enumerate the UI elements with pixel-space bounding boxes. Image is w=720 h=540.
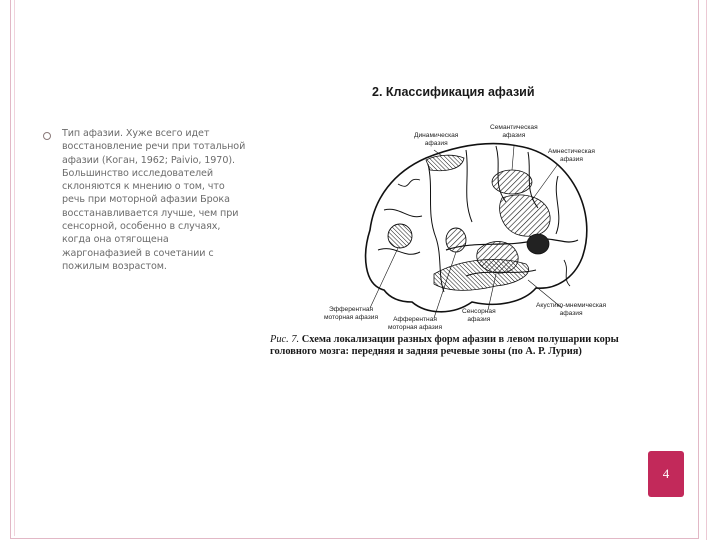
label-efferent-motor-aphasia: Эфферентная моторная афазия — [324, 306, 379, 321]
label-amnestic-aphasia: Амнестическая афазия — [548, 148, 595, 163]
page-number: 4 — [662, 466, 670, 481]
figure-caption — [270, 334, 642, 358]
figure-title: 2. Классификация афазий — [372, 85, 535, 99]
caption-text: Схема локализации разных форм афазии в левом полушарии коры головного мозга: передняя и задняя речевые зоны (по А. Р. Лурия) — [270, 334, 619, 357]
label-afferent-motor-aphasia: Афферентная моторная афазия — [388, 316, 443, 331]
label-acoustic-mnestic-aphasia: Акустико-мнемическая афазия — [536, 302, 607, 317]
aphasia-figure — [266, 80, 646, 380]
label-semantic-aphasia: Семантическая афазия — [490, 124, 538, 139]
brain-diagram-icon — [266, 80, 646, 330]
body-text: Тип афазии. Хуже всего идет восстановление речи при тотальной афазии (Коган, 1962; Paivio, 1970). Большинство исследователей склоняются к мнению о том, что речь при моторной афазии Брока восстанавливается лучше, чем при сенсорной, особенно в случаях, когда она отягощена жаргонафазией в сочетании с пожилым возрастом. — [62, 128, 246, 272]
page-number-badge — [648, 451, 684, 497]
frame-line-left — [14, 0, 15, 536]
label-sensory-aphasia: Сенсорная афазия — [462, 308, 496, 323]
bullet-icon — [43, 132, 51, 140]
frame-line-right — [706, 0, 707, 540]
label-dynamic-aphasia: Динамическая афазия — [414, 132, 459, 147]
caption-prefix: Рис. 7. — [270, 334, 300, 345]
